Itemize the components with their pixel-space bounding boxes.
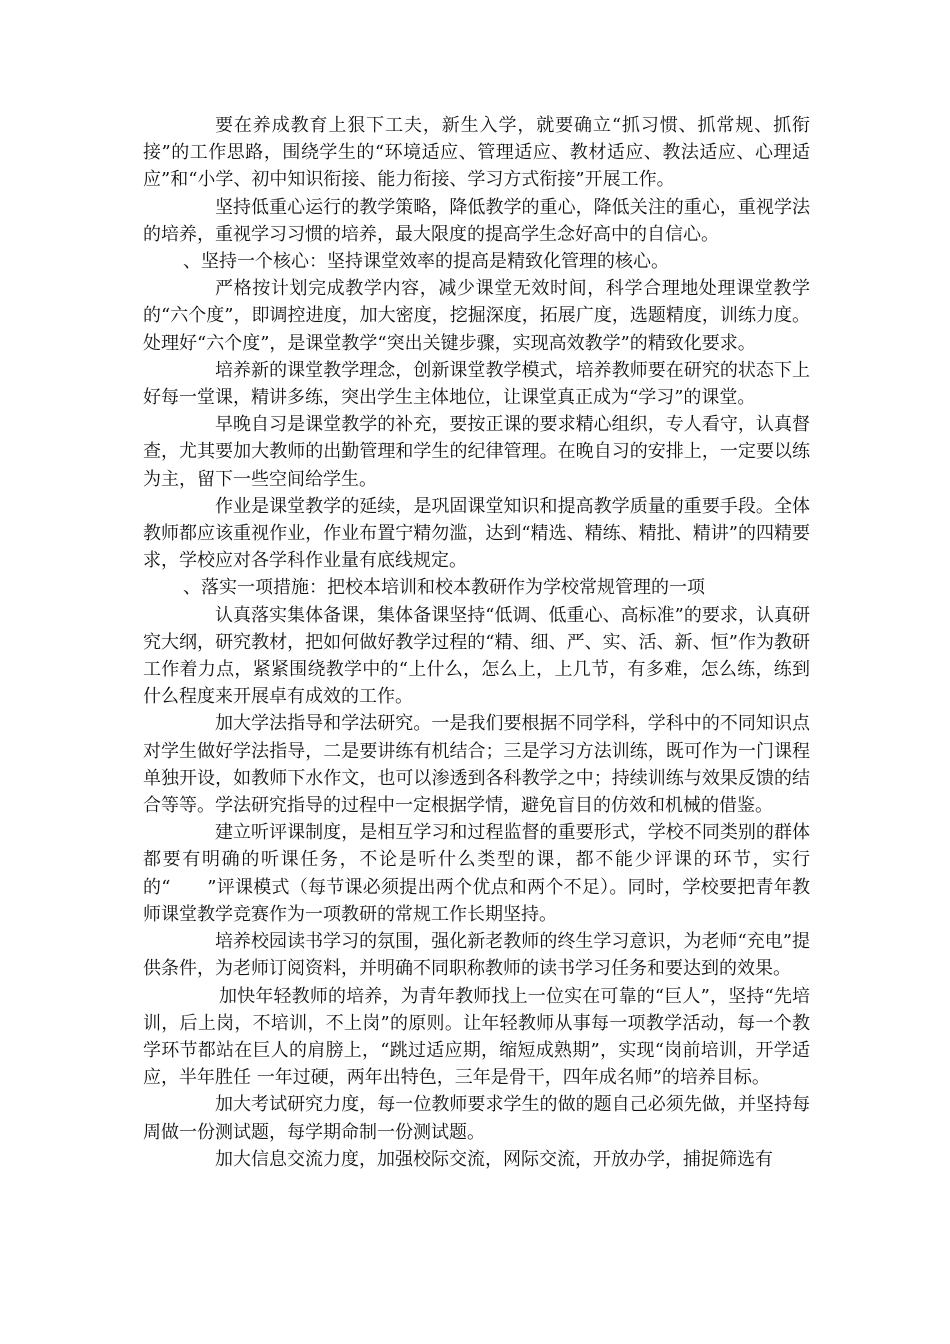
paragraph-collective-lesson-prep: 认真落实集体备课，集体备课坚持“低调、低重心、高标准”的要求，认真研究大纲，研究教材，把如何做好教学过程的“精、细、严、实、活、新、恒”作为教研工作着力点，紧紧围绕教学中的“上什么，怎么上，上几节，有多难，怎么练，练到什么程度来开展卓有成效的工作。 xyxy=(143,604,810,708)
paragraph-lesson-evaluation: 建立听评课制度，是相互学习和过程监督的重要形式，学校不同类别的群体都要有明确的听课任务，不论是听什么类型的课，都不能少评课的环节，实行的“ ”评课模式（每节课必须提出两个优点和两个不足）。同时，学校要把青年教师课堂教学竞赛作为一项教研的常规工作长期坚持。 xyxy=(143,822,810,925)
paragraph-young-teachers: 加快年轻教师的培养，为青年教师找上一位实在可靠的“巨人”，坚持“先培训，后上岗，不培训，不上岗”的原则。让年轻教师从事每一项教学活动，每一个教学环节都站在巨人的肩膀上，“跳过适应期，缩短成熟期”，实现“岗前培训，开学适应，半年胜任 一年过硬，两年出特色，三年是骨干，四年成名师”的培养目标。 xyxy=(143,985,810,1089)
paragraph-low-center-strategy: 坚持低重心运行的教学策略，降低教学的重心，降低关注的重心，重视学法的培养，重视学习习惯的培养，最大限度的提高学生念好高中的自信心。 xyxy=(143,196,810,245)
paragraph-reading-culture: 培养校园读书学习的氛围，强化新老教师的终生学习意识，为老师“充电”提供条件，为老师订阅资料，并明确不同职称教师的读书学习任务和要达到的效果。 xyxy=(143,931,810,980)
paragraph-habit-education: 要在养成教育上狠下工夫，新生入学，就要确立“抓习惯、抓常规、抓衔接”的工作思路，围绕学生的“环境适应、管理适应、教材适应、教法适应、心理适应”和“小学、初中知识衔接、能力衔接、学习方式衔接”开展工作。 xyxy=(143,115,810,191)
section-heading-measure: 、落实一项措施：把校本培训和校本教研作为学校常规管理的一项 xyxy=(183,577,705,599)
paragraph-six-degrees: 严格按计划完成教学内容，减少课堂无效时间，科学合理地处理课堂教学的“六个度”，即调控进度，加大密度，挖掘深度，拓展广度，选题精度，训练力度。处理好“六个度”，是课堂教学“突出关键步骤，实现高效教学”的精致化要求。 xyxy=(143,278,810,354)
paragraph-homework: 作业是课堂教学的延续，是巩固课堂知识和提高教学质量的重要手段。全体教师都应该重视作业，作业布置宁精勿滥，达到“精选、精练、精批、精讲”的四精要求，学校应对各学科作业量有底线规定。 xyxy=(143,495,810,572)
paragraph-information-exchange: 加大信息交流力度，加强校际交流，网际交流，开放办学，捕捉筛选有 xyxy=(215,1148,773,1170)
paragraph-exam-research: 加大考试研究力度，每一位教师要求学生的做的题自己必须先做，并坚持每周做一份测试题，每学期命制一份测试题。 xyxy=(143,1094,810,1143)
section-heading-core: 、坚持一个核心：坚持课堂效率的提高是精致化管理的核心。 xyxy=(183,251,669,273)
paragraph-teaching-concept: 培养新的课堂教学理念，创新课堂教学模式，培养教师要在研究的状态下上好每一堂课，精讲多练，突出学生主体地位，让课堂真正成为“学习”的课堂。 xyxy=(143,359,810,409)
document-body xyxy=(143,112,810,1173)
paragraph-self-study: 早晚自习是课堂教学的补充，要按正课的要求精心组织，专人看守，认真督查，尤其要加大教师的出勤管理和学生的纪律管理。在晚自习的安排上，一定要以练为主，留下一些空间给学生。 xyxy=(143,414,810,490)
paragraph-study-method: 加大学法指导和学法研究。一是我们要根据不同学科，学科中的不同知识点对学生做好学法指导，二是要讲练有机结合；三是学习方法训练，既可作为一门课程单独开设，如教师下水作文，也可以渗透到各科教学之中；持续训练与效果反馈的结合等等。学法研究指导的过程中一定根据学情，避免盲目的仿效和机械的借鉴。 xyxy=(143,713,810,817)
